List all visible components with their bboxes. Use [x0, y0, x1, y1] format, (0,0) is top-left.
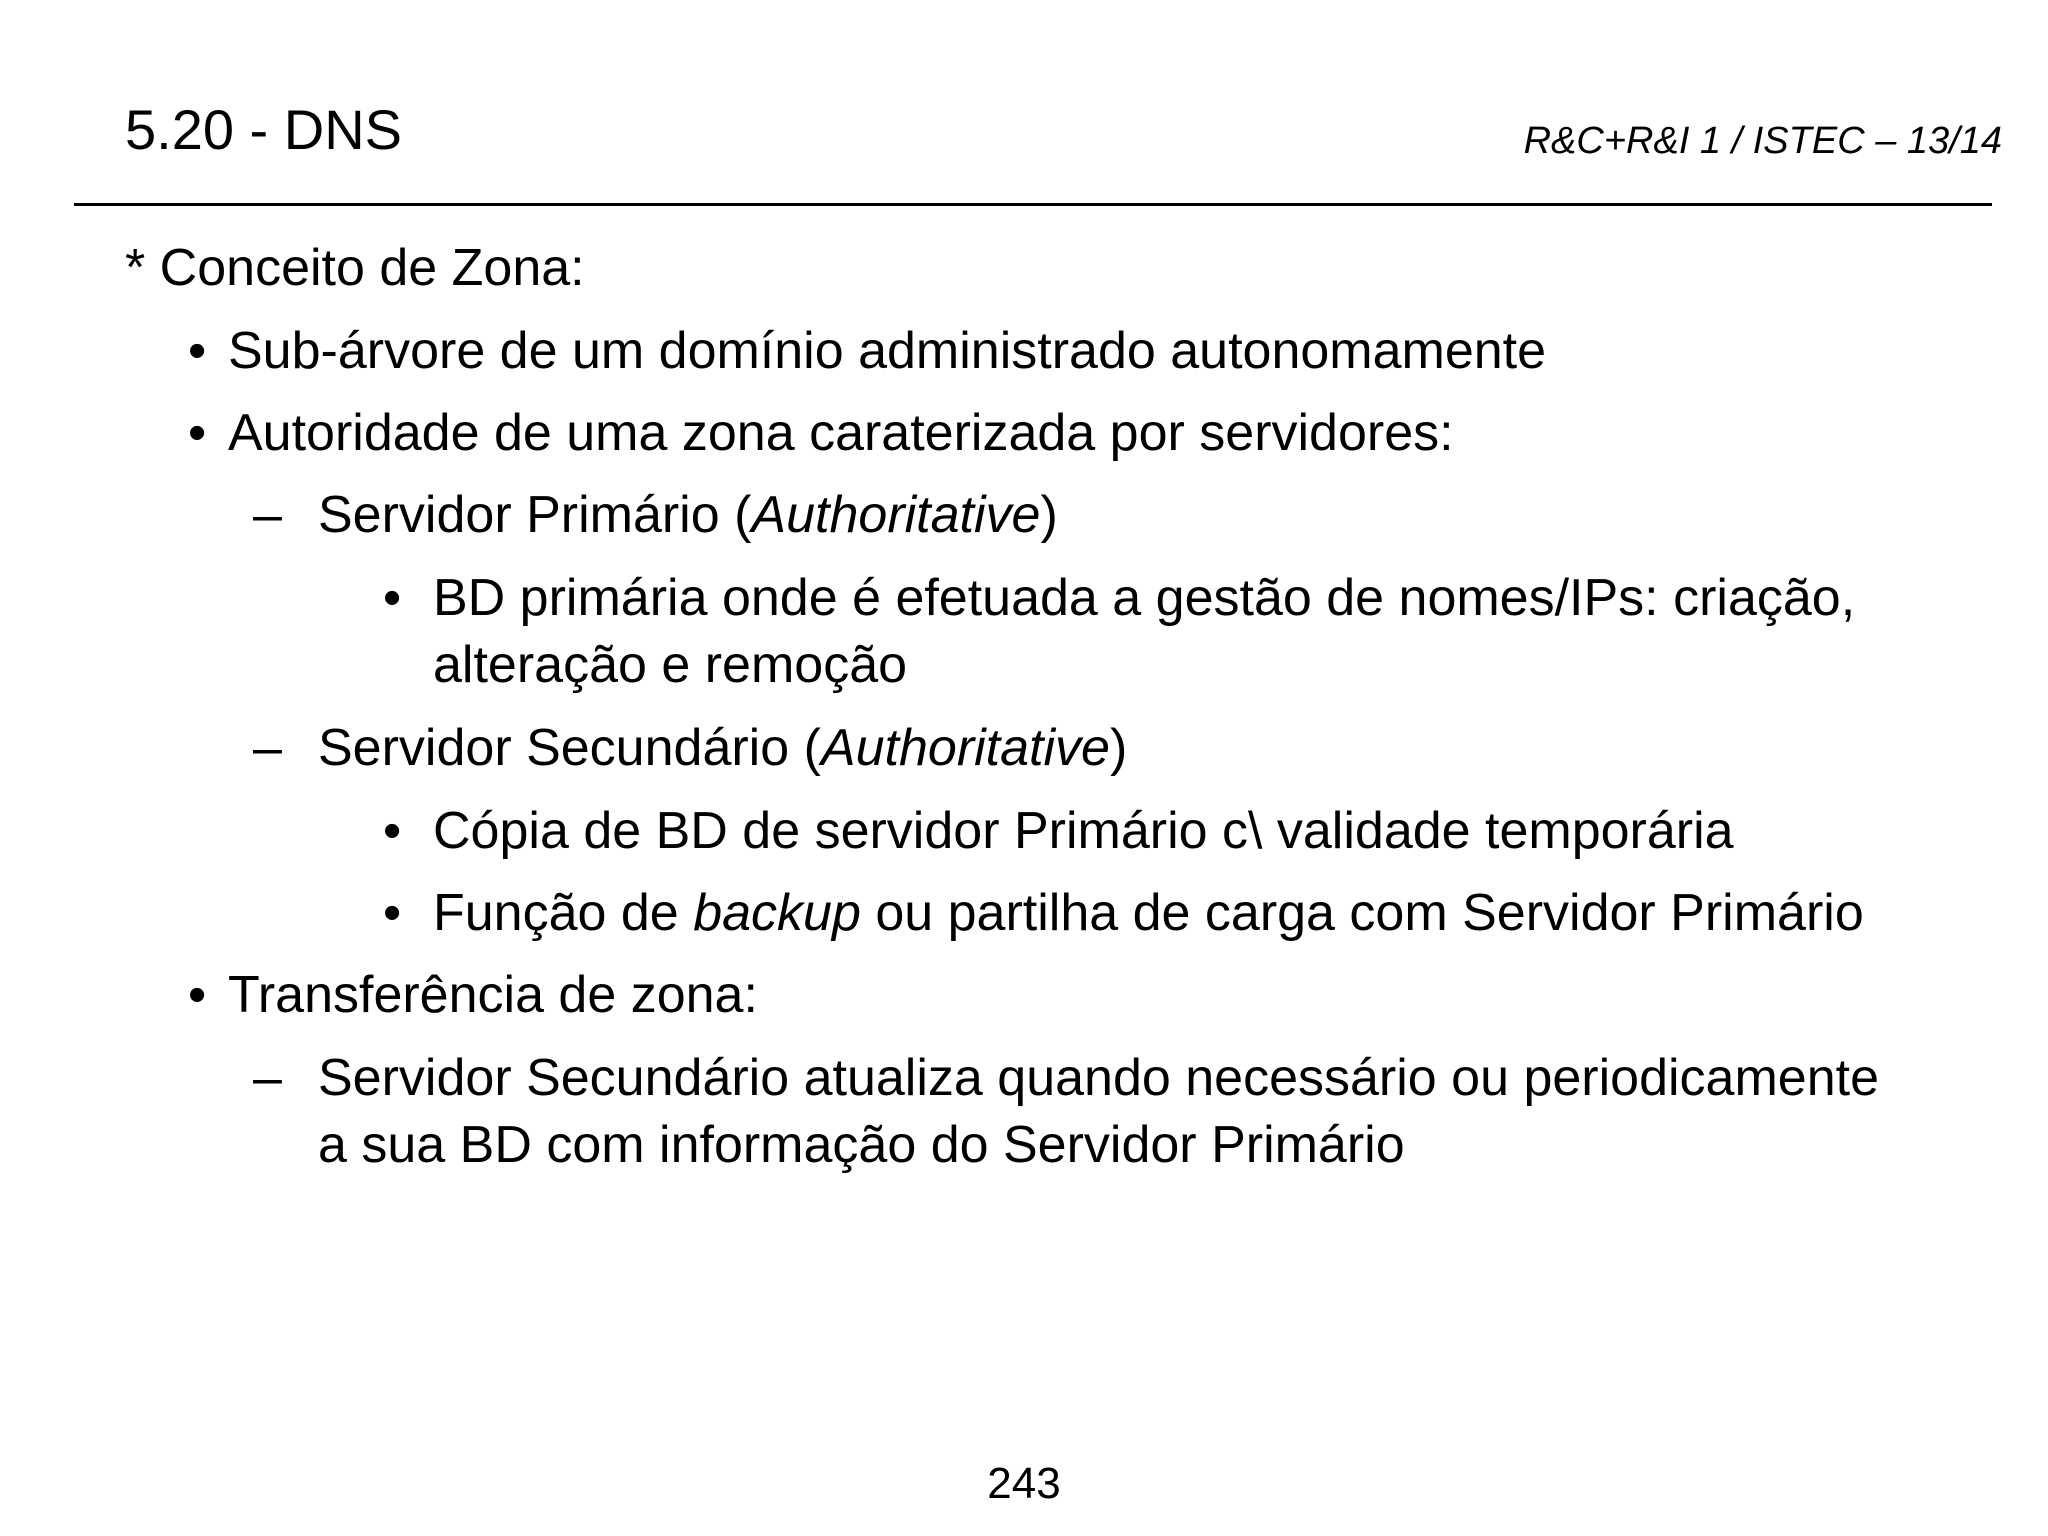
- page-number: 243: [987, 1459, 1061, 1508]
- list-item-zone-transfer: Transferência de zona:: [228, 966, 758, 1024]
- backup-item-suffix: ou partilha de carga com Servidor Primário: [860, 884, 1864, 942]
- dash-marker: –: [253, 486, 282, 544]
- list-item-subtree: Sub-árvore de um domínio administrado autonomamente: [228, 322, 1547, 380]
- bullet-marker: •: [383, 802, 402, 860]
- course-reference: R&C+R&I 1 / ISTEC – 13/14: [1523, 120, 2002, 162]
- primary-server-italic: Authoritative: [751, 486, 1041, 544]
- list-item-primary-server: [318, 484, 1058, 546]
- secondary-backup-item: [433, 882, 1864, 944]
- zone-transfer-line1: Servidor Secundário atualiza quando necessário ou periodicamente: [318, 1049, 1879, 1107]
- dash-marker: –: [253, 719, 282, 777]
- secondary-copy-item: Cópia de BD de servidor Primário c\ validade temporária: [433, 802, 1734, 860]
- backup-item-italic: backup: [693, 884, 861, 942]
- backup-item-prefix: Função de: [433, 884, 694, 942]
- secondary-server-italic: Authoritative: [820, 719, 1110, 777]
- primary-db-line2: alteração e remoção: [433, 636, 908, 694]
- bullet-marker: •: [188, 404, 207, 462]
- bullet-marker: •: [188, 966, 207, 1024]
- secondary-server-suffix: ): [1109, 719, 1128, 777]
- zone-transfer-line2: a sua BD com informação do Servidor Primário: [318, 1116, 1405, 1174]
- primary-server-suffix: ): [1040, 486, 1058, 544]
- dash-marker: –: [253, 1049, 282, 1107]
- bullet-marker: •: [383, 569, 402, 627]
- bullet-marker: •: [188, 322, 207, 380]
- zone-concept-heading: * Conceito de Zona:: [125, 239, 585, 297]
- list-item-secondary-server: [318, 717, 1127, 779]
- primary-server-text: Servidor Primário (: [318, 486, 752, 544]
- header-divider: [74, 203, 1992, 206]
- primary-db-line1: BD primária onde é efetuada a gestão de nomes/IPs: criação,: [433, 569, 1856, 627]
- bullet-marker: •: [383, 884, 402, 942]
- secondary-server-text: Servidor Secundário (: [318, 719, 821, 777]
- list-item-authority: Autoridade de uma zona caraterizada por servidores:: [228, 404, 1454, 462]
- slide-title: 5.20 - DNS: [125, 98, 402, 161]
